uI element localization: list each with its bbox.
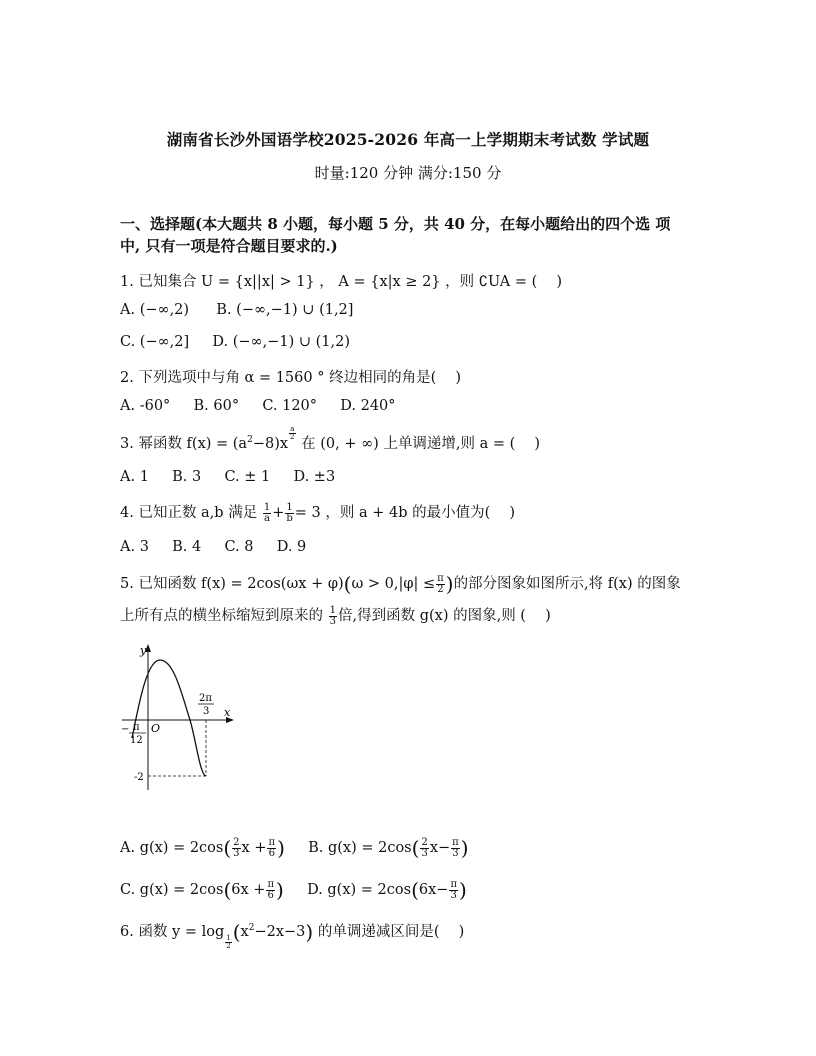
q5-cond-fraction: [436, 574, 445, 595]
q5-option-d-mid: 6x−: [418, 882, 449, 898]
q2-option-b: B. 60°: [193, 398, 240, 414]
q5-options-row2: C. g(x) = 2cos(6x + $\frac{\pi}{6}$ ) D. g(x) = 2cos(6x− $\frac{\pi}{3}$ ): [120, 878, 467, 902]
q5-a-f-den: 3: [233, 847, 240, 859]
q4-f1-num: 1: [263, 501, 271, 513]
q5-cond-num: π: [437, 572, 444, 584]
q3-option-c: C. ± 1: [224, 469, 271, 485]
q3-option-b: B. 3: [172, 469, 202, 485]
q2-option-c: C. 120°: [262, 398, 318, 414]
q5-b-f-den: 3: [421, 847, 428, 859]
q5-b-g-den: 3: [452, 847, 459, 859]
q5-a-g-num: π: [268, 836, 276, 848]
q2-option-a: A. -60°: [120, 398, 171, 414]
q1-options-row1: [120, 302, 353, 318]
q4-fraction-2: [285, 503, 293, 524]
q6-base-den: 2: [226, 942, 231, 950]
q3-stem: [120, 425, 541, 453]
q5-option-c-pre: C. g(x) = 2cos: [120, 882, 224, 898]
y-axis-label: y: [140, 644, 147, 657]
q1-stem: 1. 已知集合 U = {x||x| > 1} ， A = {x|x ≥ 2} ，则 ∁UA = ( ): [120, 274, 563, 290]
q1-option-c: C. (−∞,2]: [120, 334, 190, 350]
q3-exponent-fraction: [289, 426, 295, 441]
q5-d-g-den: 3: [450, 889, 457, 901]
q5-stem-pre: 5. 已知函数 f(x) = 2cos(ωx + φ): [120, 576, 344, 592]
left-tick-sign: −: [121, 724, 130, 735]
q3-option-d: D. ±3: [293, 469, 336, 485]
q4-f1-den: a: [264, 512, 270, 524]
q2-option-d: D. 240°: [340, 398, 396, 414]
q1-option-a: A. (−∞,2): [120, 302, 190, 318]
q5-stem-line1: 5. 已知函数 f(x) = 2cos(ωx + φ)(ω > 0,|φ| ≤ $\frac{\pi}{2}$ )的部分图象如图所示,将 f(x) 的图象: [120, 572, 681, 596]
q3-stem-pre: 3. 幂函数 f(x) = (a: [120, 436, 248, 452]
q3-options: [120, 469, 335, 485]
q6-arg: x: [240, 924, 249, 940]
q4-option-d: D. 9: [276, 539, 307, 555]
q4-option-a: A. 3: [120, 539, 149, 555]
section-heading-line1: 一、选择题(本大题共 8 小题，每小题 5 分，共 40 分，在每小题给出的四个选 项: [120, 215, 671, 233]
left-tick-num: π: [133, 722, 140, 733]
q5-stem-post: 的部分图象如图所示,将 f(x) 的图象: [453, 576, 681, 592]
q5-a-f-num: 2: [233, 836, 240, 848]
q5-option-a-frac2: [267, 838, 276, 859]
q5-a-g-den: 6: [268, 847, 275, 859]
q4-f2-num: 1: [286, 501, 293, 513]
q3-sq: 2: [247, 435, 253, 446]
q4-f2-den: b: [286, 512, 293, 524]
q6-log-base: [225, 935, 231, 950]
exam-title: 湖南省长沙外国语学校2025-2026 年高一上学期期末考试数 学试题: [166, 130, 650, 149]
left-tick-den: 12: [130, 735, 143, 746]
q6-arg-sq: 2: [248, 923, 255, 934]
q5-option-a-pre: A. g(x) = 2cos: [120, 840, 224, 856]
min-value-label: -2: [134, 772, 144, 783]
q3-stem-post: 在 (0, + ∞) 上单调递增,则 a = ( ): [296, 436, 541, 452]
q3-exp-den: 2: [290, 433, 295, 441]
section-heading-line2: 中, 只有一项是符合题目要求的.): [120, 237, 338, 255]
q5-b-f-num: 2: [421, 836, 428, 848]
q5-option-d-pre: D. g(x) = 2cos: [307, 882, 412, 898]
cosine-curve: [132, 660, 206, 776]
q5-options-row1: A. g(x) = 2cos( $\frac{2}{3}$ x + $\frac{\pi}{6}$ ) B. g(x) = 2cos( $\frac{2}{3}$ x− $\frac{\pi}{3}$ ): [120, 836, 469, 860]
q3-option-a: A. 1: [120, 469, 149, 485]
q4-stem-pre: 4. 已知正数 a,b 满足: [120, 505, 258, 521]
x-axis-label: x: [224, 706, 231, 719]
q5-d-g-num: π: [450, 878, 458, 890]
q2-stem: 2. 下列选项中与角 α = 1560 ° 终边相同的角是( ): [120, 370, 462, 386]
section-heading: [120, 213, 700, 257]
q1-option-b: B. (−∞,−1) ∪ (1,2]: [216, 302, 354, 318]
q4-option-c: C. 8: [224, 539, 254, 555]
q3-exp-num: a: [290, 425, 295, 433]
q4-fraction-1: [263, 503, 271, 524]
q3-stem-mid: −8)x: [252, 436, 289, 452]
cosine-graph-figure: [118, 640, 238, 795]
q4-plus: +: [272, 505, 285, 521]
q5-line2-fraction: [329, 606, 337, 627]
q5-option-b-mid: x−: [429, 840, 451, 856]
q4-stem-post: = 3 ，则 a + 4b 的最小值为( ): [294, 505, 516, 521]
q5-line2-pre: 上所有点的横坐标缩短到原来的: [120, 608, 323, 624]
q5-c-g-den: 6: [267, 889, 274, 901]
exam-subtitle: 时量:120 分钟 满分:150 分: [314, 164, 502, 182]
q5-stem-line2: [120, 604, 551, 627]
q5-line2-post: 倍,得到函数 g(x) 的图象,则 ( ): [337, 608, 551, 624]
q5-l2-num: 1: [329, 604, 336, 616]
q4-options: [120, 539, 306, 555]
q1-options-row2: [120, 334, 350, 350]
q6-stem-pre: 6. 函数 y = log: [120, 924, 225, 940]
q5-cond-den: 2: [437, 583, 444, 595]
q5-option-c-mid: 6x +: [231, 882, 266, 898]
right-tick-den: 3: [203, 706, 210, 717]
right-tick-num: 2π: [199, 693, 212, 704]
origin-label: O: [151, 722, 161, 735]
q5-l2-den: 3: [329, 615, 336, 627]
q5-option-a-frac1: [232, 838, 240, 859]
q4-stem: [120, 501, 515, 524]
q6-base-num: 1: [226, 934, 231, 942]
q5-option-d-frac: [449, 880, 458, 901]
q2-options: [120, 398, 396, 414]
q5-option-a-mid: x +: [241, 840, 267, 856]
q6-stem: 6. 函数 y = log $\frac{1}{2}$ $(x^2-2x-3)$ 的单调递减区间是( ): [120, 920, 465, 950]
q6-stem-post: 的单调递减区间是( ): [313, 924, 465, 940]
q5-c-g-num: π: [267, 878, 275, 890]
q1-option-d: D. (−∞,−1) ∪ (1,2): [212, 334, 351, 350]
q5-option-c-frac: [266, 880, 275, 901]
q6-arg2: −2x−3: [254, 924, 306, 940]
q5-option-b-frac2: [451, 838, 460, 859]
q5-option-b-pre: B. g(x) = 2cos: [308, 840, 412, 856]
q5-option-b-frac1: [420, 838, 428, 859]
q5-condition: ω > 0,|φ| ≤: [351, 576, 436, 592]
q4-option-b: B. 4: [172, 539, 202, 555]
q5-b-g-num: π: [452, 836, 459, 848]
